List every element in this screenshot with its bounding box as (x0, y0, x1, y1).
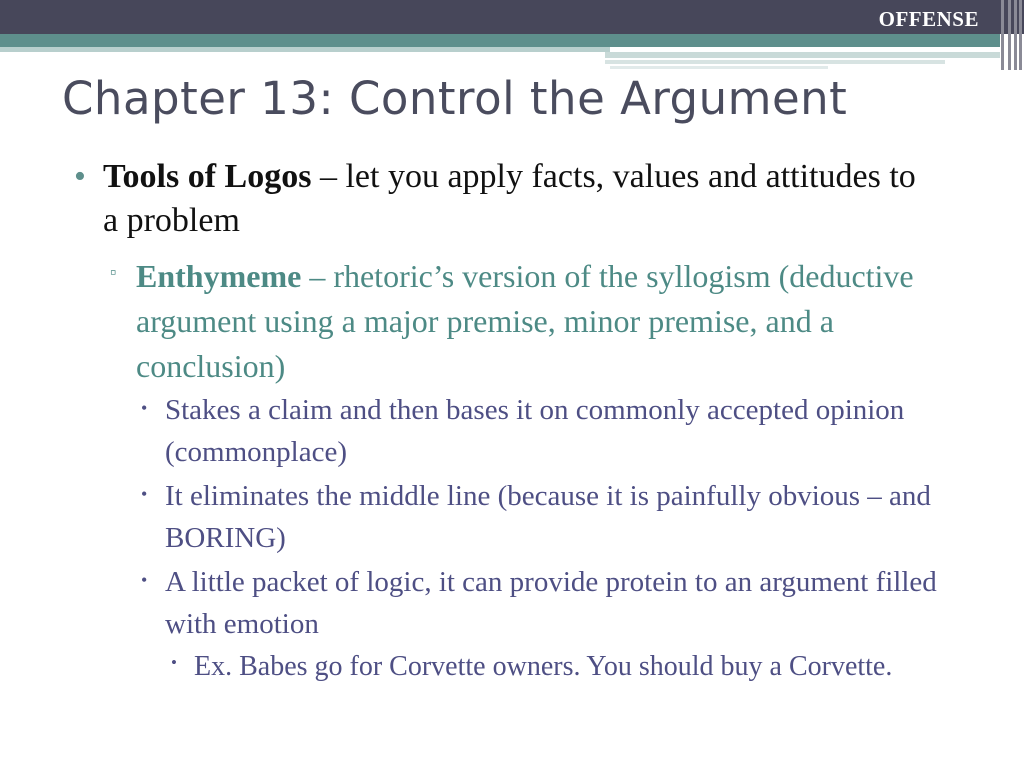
light-stripe (605, 52, 1000, 58)
bullet-small-dot-icon: • (141, 484, 148, 504)
bullet-square-icon: ▫ (110, 262, 117, 282)
bullet-small-dot-icon: • (141, 398, 148, 418)
level2-bullet (136, 254, 966, 389)
level1-bullet (103, 155, 933, 243)
level3-bullet: It eliminates the middle line (because it is painfully obvious – and BORING) (165, 480, 931, 554)
level3-bullet: Stakes a claim and then bases it on commonly accepted opinion (commonplace) (165, 394, 905, 468)
light-stripe (0, 47, 610, 52)
level3-bullet: A little packet of logic, it can provide protein to an argument filled with emotion (165, 566, 937, 640)
level2-text: – rhetoric’s version of the syllogism (deductive argument using a major premise, minor premise, and a conclusion) (136, 258, 914, 384)
level4-bullet: Ex. Babes go for Corvette owners. You should buy a Corvette. (194, 651, 893, 682)
bullet-small-dot-icon: • (171, 653, 177, 672)
level2-bold-text: Enthymeme (136, 258, 302, 294)
section-tag: OFFENSE (878, 7, 979, 31)
slide-title: Chapter 13: Control the Argument (62, 72, 848, 125)
bullet-dot-icon: • (74, 158, 86, 195)
bullet-small-dot-icon: • (141, 570, 148, 590)
light-stripe (610, 66, 828, 69)
level1-text: – let you apply facts, values and attitudes to a problem (103, 158, 916, 239)
teal-stripe (0, 34, 1000, 47)
level1-bold-text: Tools of Logos (103, 158, 312, 195)
light-stripe (605, 60, 945, 64)
top-banner (0, 0, 1024, 34)
